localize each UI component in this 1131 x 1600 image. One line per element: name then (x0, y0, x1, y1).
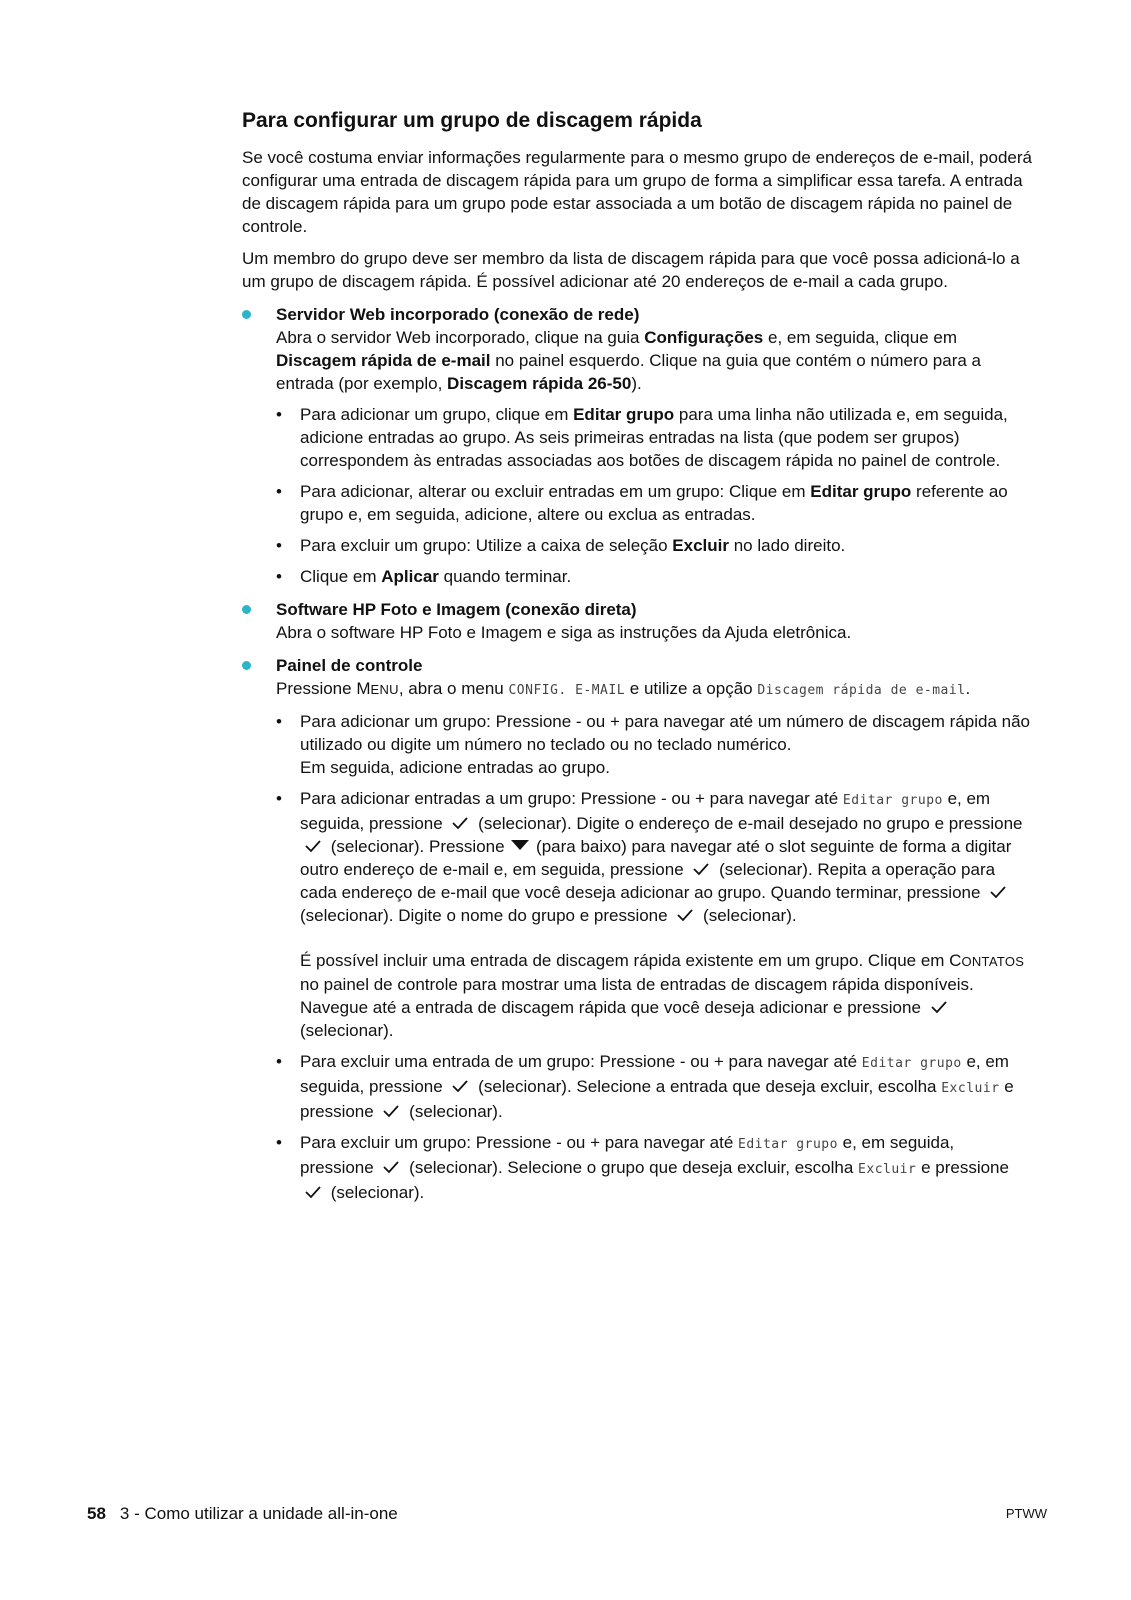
footer-code: PTWW (1005, 1506, 1047, 1521)
sub-item: • Para excluir uma entrada de um grupo: Pressione - ou + para navegar até Editar grupo e, em seguida, pressione (selecionar). Selecione a entrada que deseja excluir, escolha Excluir e pressione (selecionar). (276, 1052, 1014, 1121)
intro-paragraph-1: Se você costuma enviar informações regularmente para o mesmo grupo de endereços de e-mail, poderá configurar uma entrada de discagem rápida para um grupo de forma a simplificar essa tarefa. A entrada de discagem rápida para um grupo pode estar associada a um botão de discagem rápida no painel de controle. (242, 148, 1032, 236)
checkmark-icon (688, 861, 714, 877)
section-title: Para configurar um grupo de discagem rápida (242, 109, 702, 132)
sub-item: • Para excluir um grupo: Utilize a caixa de seleção Excluir no lado direito. (276, 536, 846, 555)
page-number: 58 (87, 1504, 106, 1523)
page-footer (87, 1504, 1047, 1524)
item-text: Pressione MENU, abra o menu CONFIG. E-MAIL e utilize a opção Discagem rápida de e-mail. (276, 679, 971, 698)
item-heading: Painel de controle (276, 656, 423, 675)
down-triangle-icon (509, 835, 531, 849)
sub-item: • Para adicionar entradas a um grupo: Pressione - ou + para navegar até Editar grupo e, em seguida, pressione (selecionar). Digite o endereço de e-mail desejado no grupo e pressione (selecionar). Pressione (para baixo) para navegar até o slot seguinte de forma a digitar outro endereço de e-mail e, em seguida, pressione (selecionar). Repita a operação para cada endereço de e-mail que você deseja adicionar ao grupo. Quando terminar, pressione (selecionar). Digite o nome do grupo e pressione (selecionar). É possível incluir uma entrada de discagem rápida existente em um grupo. Clique em CONTATOS no painel de controle para mostrar uma lista de entradas de discagem rápida disponíveis. Navegue até a entrada de discagem rápida que você deseja adicionar e pressione (selecionar). (242, 787, 1032, 1042)
checkmark-icon (300, 838, 326, 854)
checkmark-icon (926, 999, 952, 1015)
sub-item-note: É possível incluir uma entrada de discagem rápida existente em um grupo. Clique em CONTATOS no painel de controle para mostrar uma lista de entradas de discagem rápida disponíveis. Navegue até a entrada de discagem rápida que você deseja adicionar e pressione (selecionar). (300, 951, 1025, 1040)
intro-paragraph-2: Um membro do grupo deve ser membro da lista de discagem rápida para que você possa adicioná-lo a um grupo de discagem rápida. É possível adicionar até 20 endereços de e-mail a cada grupo. (242, 249, 1020, 291)
bullet-icon (242, 605, 251, 614)
checkmark-icon (378, 1103, 404, 1119)
sub-item: • Para adicionar um grupo: Pressione - ou + para navegar até um número de discagem rápida não utilizado ou digite um número no teclado ou no teclado numérico. Em seguida, adicione entradas ao grupo. (276, 712, 1031, 777)
chapter-title: 3 - Como utilizar a unidade all-in-one (119, 1504, 398, 1523)
checkmark-icon (378, 1159, 404, 1175)
list-item-control-panel (242, 654, 1032, 702)
checkmark-icon (447, 1078, 473, 1094)
checkmark-icon (447, 815, 473, 831)
bullet-icon (242, 661, 251, 670)
checkmark-icon (300, 1184, 326, 1200)
sub-item: • Para excluir um grupo: Pressione - ou + para navegar até Editar grupo e, em seguida, pressione (selecionar). Selecione o grupo que deseja excluir, escolha Excluir e pressione (selecionar). (276, 1133, 1009, 1202)
sub-item: • Para adicionar, alterar ou excluir entradas em um grupo: Clique em Editar grupo referente ao grupo e, em seguida, adicione, altere ou exclua as entradas. (276, 482, 1008, 524)
checkmark-icon (672, 907, 698, 923)
item-text: Abra o servidor Web incorporado, clique na guia Configurações e, em seguida, clique em Discagem rápida de e-mail no painel esquerdo. Clique na guia que contém o número para a entrada (por exemplo, Discagem rápida 26-50). (276, 328, 981, 393)
item-heading: Software HP Foto e Imagem (conexão direta) (276, 600, 637, 619)
page-content (242, 108, 1032, 1204)
sub-item: • Clique em Aplicar quando terminar. (276, 567, 572, 586)
bullet-icon (242, 310, 251, 319)
checkmark-icon (985, 884, 1011, 900)
list-item-hp-software (242, 598, 1032, 644)
list-item-embedded-web-server (242, 303, 1032, 395)
item-heading: Servidor Web incorporado (conexão de rede) (276, 305, 640, 324)
sub-item: • Para adicionar um grupo, clique em Editar grupo para uma linha não utilizada e, em seguida, adicione entradas ao grupo. As seis primeiras entradas na lista (que podem ser grupos) correspondem às entradas associadas aos botões de discagem rápida no painel de controle. (276, 405, 1008, 470)
item-text: Abra o software HP Foto e Imagem e siga as instruções da Ajuda eletrônica. (276, 623, 852, 642)
